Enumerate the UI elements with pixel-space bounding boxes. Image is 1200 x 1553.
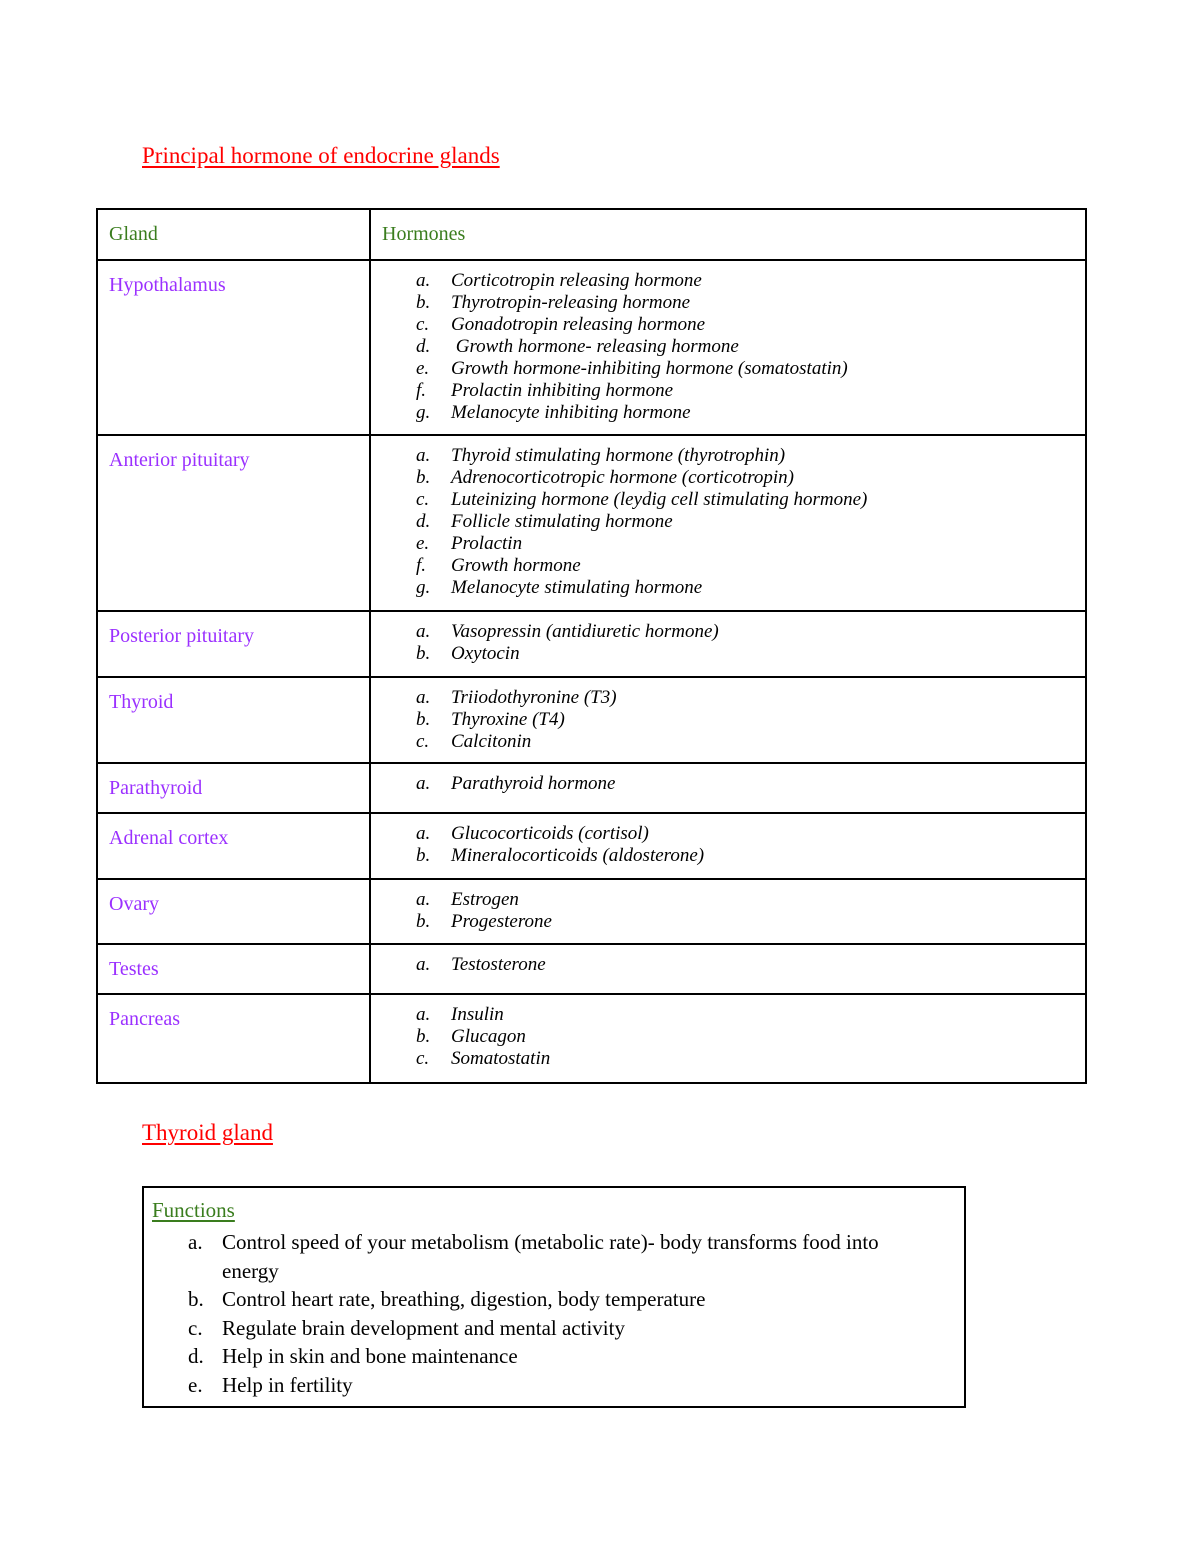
- hormones-cell: [370, 879, 1086, 944]
- hormone-item-text: Progesterone: [451, 911, 552, 932]
- hormone-item-text: Calcitonin: [451, 731, 532, 752]
- hormone-list: [371, 678, 1085, 761]
- function-item-letter: c.: [188, 1315, 203, 1340]
- hormone-item: [371, 555, 1085, 577]
- function-item-letter: d.: [188, 1344, 204, 1368]
- section-heading-thyroid: Thyroid gland: [142, 1120, 273, 1145]
- hormones-cell: [370, 260, 1086, 435]
- function-item-text: Help in skin and bone maintenance: [222, 1344, 518, 1368]
- hormone-item-letter: e.: [416, 533, 430, 554]
- hormone-item-text: Oxytocin: [451, 643, 520, 664]
- hormone-item-text: Thyroid stimulating hormone (thyrotrophin): [451, 445, 786, 466]
- function-item: [144, 1285, 964, 1314]
- hormone-item-letter: a.: [416, 773, 431, 794]
- hormone-item-letter: a.: [416, 445, 431, 466]
- hormone-item-letter: d.: [416, 336, 431, 357]
- hormones-cell: [370, 611, 1086, 677]
- function-item-text: Control speed of your metabolism (metabolic rate)- body transforms food into energy: [222, 1230, 879, 1283]
- hormone-item-letter: a.: [416, 1004, 431, 1025]
- hormone-item-text: Glucagon: [451, 1026, 526, 1047]
- hormone-item-letter: g.: [416, 402, 431, 423]
- hormone-item-text: Adrenocorticotropic hormone (corticotropin): [451, 467, 794, 488]
- hormone-item: [371, 731, 1085, 753]
- hormone-item-letter: a.: [416, 889, 431, 910]
- function-item-letter: b.: [188, 1287, 204, 1311]
- hormone-list: [371, 436, 1085, 607]
- hormone-item-text: Testosterone: [451, 954, 546, 975]
- hormone-item-text: Mineralocorticoids (aldosterone): [451, 845, 705, 866]
- function-item-text: Control heart rate, breathing, digestion, body temperature: [222, 1287, 706, 1311]
- hormones-cell: [370, 677, 1086, 763]
- hormone-item-text: Prolactin inhibiting hormone: [451, 380, 674, 401]
- hormone-item: [371, 533, 1085, 555]
- function-item-letter: e.: [188, 1372, 203, 1397]
- hormone-item-letter: b.: [416, 911, 431, 932]
- hormone-item-text: Triiodothyronine (T3): [451, 687, 617, 708]
- hormone-item: [371, 687, 1085, 709]
- hormone-item-letter: f.: [416, 380, 427, 401]
- hormone-item: [371, 270, 1085, 292]
- hormones-cell: [370, 994, 1086, 1083]
- hormone-item-letter: c.: [416, 731, 430, 752]
- hormone-item: [371, 489, 1085, 511]
- hormone-item: [371, 336, 1085, 358]
- hormone-item-letter: b.: [416, 292, 431, 313]
- hormone-list: [371, 764, 1085, 803]
- hormone-item-text: Prolactin: [451, 533, 523, 554]
- hormone-item-text: Estrogen: [451, 889, 519, 910]
- table-row: [97, 944, 1086, 994]
- gland-name-cell: Adrenal cortex: [97, 813, 370, 879]
- hormone-item-letter: b.: [416, 467, 431, 488]
- hormone-item: [371, 1048, 1085, 1070]
- function-item: [144, 1342, 964, 1371]
- hormone-item: [371, 1026, 1085, 1048]
- hormone-item: [371, 621, 1085, 643]
- hormone-item-letter: f.: [416, 555, 427, 576]
- hormone-item-text: Parathyroid hormone: [451, 773, 616, 794]
- gland-name-cell: Pancreas: [97, 994, 370, 1083]
- table-header-row: [97, 209, 1086, 260]
- hormone-item-text: Vasopressin (antidiuretic hormone): [451, 621, 719, 642]
- hormone-item-letter: a.: [416, 270, 431, 291]
- hormone-item: [371, 358, 1085, 380]
- hormone-item-text: Somatostatin: [451, 1048, 551, 1069]
- hormone-table: [96, 208, 1087, 1084]
- hormone-item-letter: c.: [416, 1048, 430, 1069]
- function-item-letter: a.: [188, 1230, 203, 1254]
- hormone-item: [371, 402, 1085, 424]
- hormone-item: [371, 445, 1085, 467]
- hormone-item-letter: a.: [416, 823, 431, 844]
- hormone-item-text: Thyroxine (T4): [451, 709, 565, 730]
- hormone-item: [371, 709, 1085, 731]
- hormone-item-letter: e.: [416, 358, 430, 379]
- hormone-item-text: Follicle stimulating hormone: [451, 511, 673, 532]
- hormone-item-text: Melanocyte inhibiting hormone: [451, 402, 691, 423]
- table-row: [97, 677, 1086, 763]
- table-row: [97, 994, 1086, 1083]
- hormone-item-letter: g.: [416, 577, 431, 598]
- table-row: [97, 763, 1086, 813]
- hormone-item-letter: b.: [416, 1026, 431, 1047]
- hormone-item-letter: d.: [416, 511, 431, 532]
- functions-list: [144, 1228, 964, 1399]
- hormone-list: [371, 814, 1085, 875]
- table-row: [97, 879, 1086, 944]
- hormone-item-text: Gonadotropin releasing hormone: [451, 314, 706, 335]
- column-header-hormones: Hormones: [370, 209, 1086, 260]
- hormone-item-letter: b.: [416, 845, 431, 866]
- hormone-item-text: Growth hormone-inhibiting hormone (somatostatin): [451, 358, 848, 379]
- hormone-item: [371, 292, 1085, 314]
- hormone-item-letter: a.: [416, 954, 431, 975]
- hormone-item: [371, 577, 1085, 599]
- hormones-cell: [370, 435, 1086, 611]
- hormone-item-letter: a.: [416, 687, 431, 708]
- gland-name-cell: Ovary: [97, 879, 370, 944]
- hormone-item-text: Melanocyte stimulating hormone: [451, 577, 703, 598]
- table-body: [97, 260, 1086, 1083]
- hormone-item: [371, 380, 1085, 402]
- hormone-list: [371, 880, 1085, 941]
- hormone-item: [371, 467, 1085, 489]
- table-row: [97, 260, 1086, 435]
- hormone-item: [371, 911, 1085, 933]
- hormone-item-text: Glucocorticoids (cortisol): [451, 823, 649, 844]
- page-title: Principal hormone of endocrine glands: [142, 143, 500, 168]
- hormone-item: [371, 823, 1085, 845]
- hormone-item-letter: c.: [416, 314, 430, 335]
- hormone-item: [371, 511, 1085, 533]
- hormone-item-text: Growth hormone- releasing hormone: [451, 336, 739, 357]
- hormone-item: [371, 314, 1085, 336]
- hormone-list: [371, 612, 1085, 673]
- function-item: [144, 1228, 964, 1285]
- hormone-item-text: Growth hormone: [451, 555, 581, 576]
- function-item-text: Regulate brain development and mental activity: [222, 1315, 625, 1340]
- hormone-item: [371, 773, 1085, 795]
- column-header-gland: Gland: [97, 209, 370, 260]
- function-item-text: Help in fertility: [222, 1372, 353, 1397]
- table-row: [97, 611, 1086, 677]
- hormone-item-letter: b.: [416, 643, 431, 664]
- function-item: [144, 1371, 964, 1400]
- functions-box: [142, 1186, 966, 1408]
- hormone-item-letter: a.: [416, 621, 431, 642]
- hormones-cell: [370, 813, 1086, 879]
- hormone-list: [371, 995, 1085, 1078]
- functions-title: Functions: [152, 1198, 235, 1222]
- gland-name-cell: Posterior pituitary: [97, 611, 370, 677]
- hormone-item: [371, 889, 1085, 911]
- hormone-item: [371, 845, 1085, 867]
- gland-name-cell: Hypothalamus: [97, 260, 370, 435]
- gland-name-cell: Testes: [97, 944, 370, 994]
- hormone-item-text: Insulin: [451, 1004, 504, 1025]
- hormone-item: [371, 643, 1085, 665]
- gland-name-cell: Thyroid: [97, 677, 370, 763]
- hormone-item-text: Corticotropin releasing hormone: [451, 270, 702, 291]
- hormone-item-letter: c.: [416, 489, 430, 510]
- table-row: [97, 435, 1086, 611]
- function-item: [144, 1314, 964, 1343]
- hormone-list: [371, 261, 1085, 432]
- hormone-list: [371, 945, 1085, 984]
- hormone-item: [371, 954, 1085, 976]
- hormone-item: [371, 1004, 1085, 1026]
- hormone-item-text: Thyrotropin-releasing hormone: [451, 292, 691, 313]
- table-row: [97, 813, 1086, 879]
- hormones-cell: [370, 763, 1086, 813]
- hormone-item-text: Luteinizing hormone (leydig cell stimulating hormone): [451, 489, 868, 510]
- hormone-item-letter: b.: [416, 709, 431, 730]
- gland-name-cell: Anterior pituitary: [97, 435, 370, 611]
- hormones-cell: [370, 944, 1086, 994]
- gland-name-cell: Parathyroid: [97, 763, 370, 813]
